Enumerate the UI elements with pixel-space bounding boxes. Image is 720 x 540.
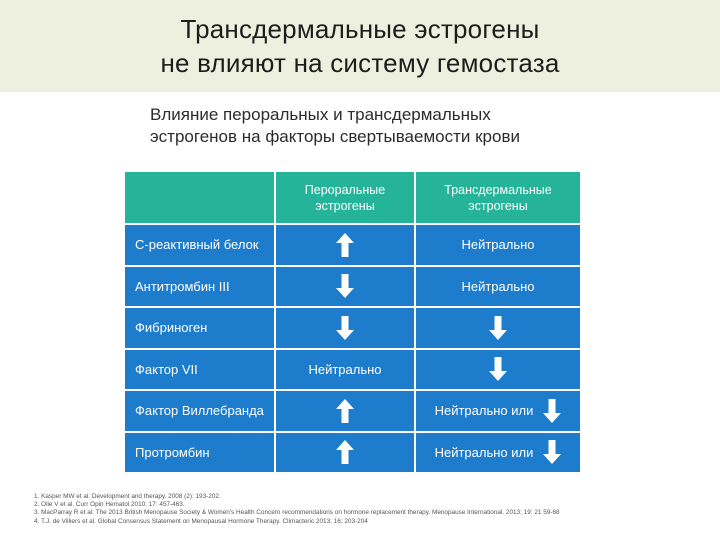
arrow-down-icon	[543, 440, 561, 464]
table-caption-line-2: эстрогенов на факторы свертываемости крови	[150, 127, 520, 146]
row-label: Фактор VII	[125, 350, 274, 390]
effect-text: Нейтрально или	[434, 403, 534, 419]
references	[34, 493, 634, 526]
row-label: Антитромбин III	[125, 267, 274, 307]
transdermal-effect-cell	[416, 225, 580, 265]
row-label: С-реактивный белок	[125, 225, 274, 265]
transdermal-effect-cell	[416, 433, 580, 473]
transdermal-effect-cell	[416, 308, 580, 348]
header-trans-line-2: эстрогены	[468, 198, 528, 213]
oral-effect-cell	[276, 308, 414, 348]
effect-text: Нейтрально	[461, 278, 535, 294]
arrow-up-icon	[336, 233, 354, 257]
row-label: Фибриноген	[125, 308, 274, 348]
header-oral-line-1: Пероральные	[304, 182, 386, 197]
reference-1: 1. Kasper MW et al. Development and therapy. 2008 (2): 193-202.	[34, 493, 221, 500]
effect-text: Нейтрально	[308, 361, 382, 377]
transdermal-effect-cell	[416, 267, 580, 307]
table-caption	[150, 104, 590, 148]
arrow-down-icon	[336, 274, 354, 298]
comparison-table	[125, 172, 580, 475]
transdermal-effect-cell	[416, 391, 580, 431]
header-transdermal-estrogens	[416, 172, 580, 223]
effect-text: Нейтрально	[461, 237, 535, 253]
header-oral-estrogens	[276, 172, 414, 223]
header-oral-line-2: эстрогены	[315, 198, 375, 213]
arrow-up-icon	[336, 399, 354, 423]
row-label: Протромбин	[125, 433, 274, 473]
reference-3: 3. MacParray R et al. The 2013 British Menopause Society & Women's Health Concern recommendations on hormone replacement therapy. Menopause International. 2013; 19: 21 59-68	[34, 509, 560, 517]
oral-effect-cell	[276, 267, 414, 307]
arrow-up-icon	[336, 440, 354, 464]
effect-text: Нейтрально или	[434, 444, 534, 460]
table-caption-line-1: Влияние пероральных и трансдермальных	[150, 105, 491, 124]
reference-2: 2. Olie V et al. Curr Opin Hematol 2010; 17: 457-463.	[34, 501, 185, 509]
transdermal-effect-cell	[416, 350, 580, 390]
arrow-down-icon	[543, 399, 561, 423]
header-trans-line-1: Трансдермальные	[444, 182, 552, 197]
arrow-down-icon	[336, 316, 354, 340]
oral-effect-cell	[276, 350, 414, 390]
arrow-down-icon	[489, 357, 507, 381]
oral-effect-cell	[276, 433, 414, 473]
row-label: Фактор Виллебранда	[125, 391, 274, 431]
reference-4: 4. T.J. de Villiers et al. Global Consensus Statement on Menopausal Hormone Therapy. Climacteric 2013; 16: 203-204	[34, 517, 368, 525]
oral-effect-cell	[276, 391, 414, 431]
arrow-down-icon	[489, 316, 507, 340]
page-title-line-1: Трансдермальные эстрогены	[180, 14, 540, 44]
page-title-line-2: не влияют на систему гемостаза	[160, 48, 560, 78]
oral-effect-cell	[276, 225, 414, 265]
header-blank-cell	[125, 172, 274, 223]
title-band	[0, 0, 720, 92]
